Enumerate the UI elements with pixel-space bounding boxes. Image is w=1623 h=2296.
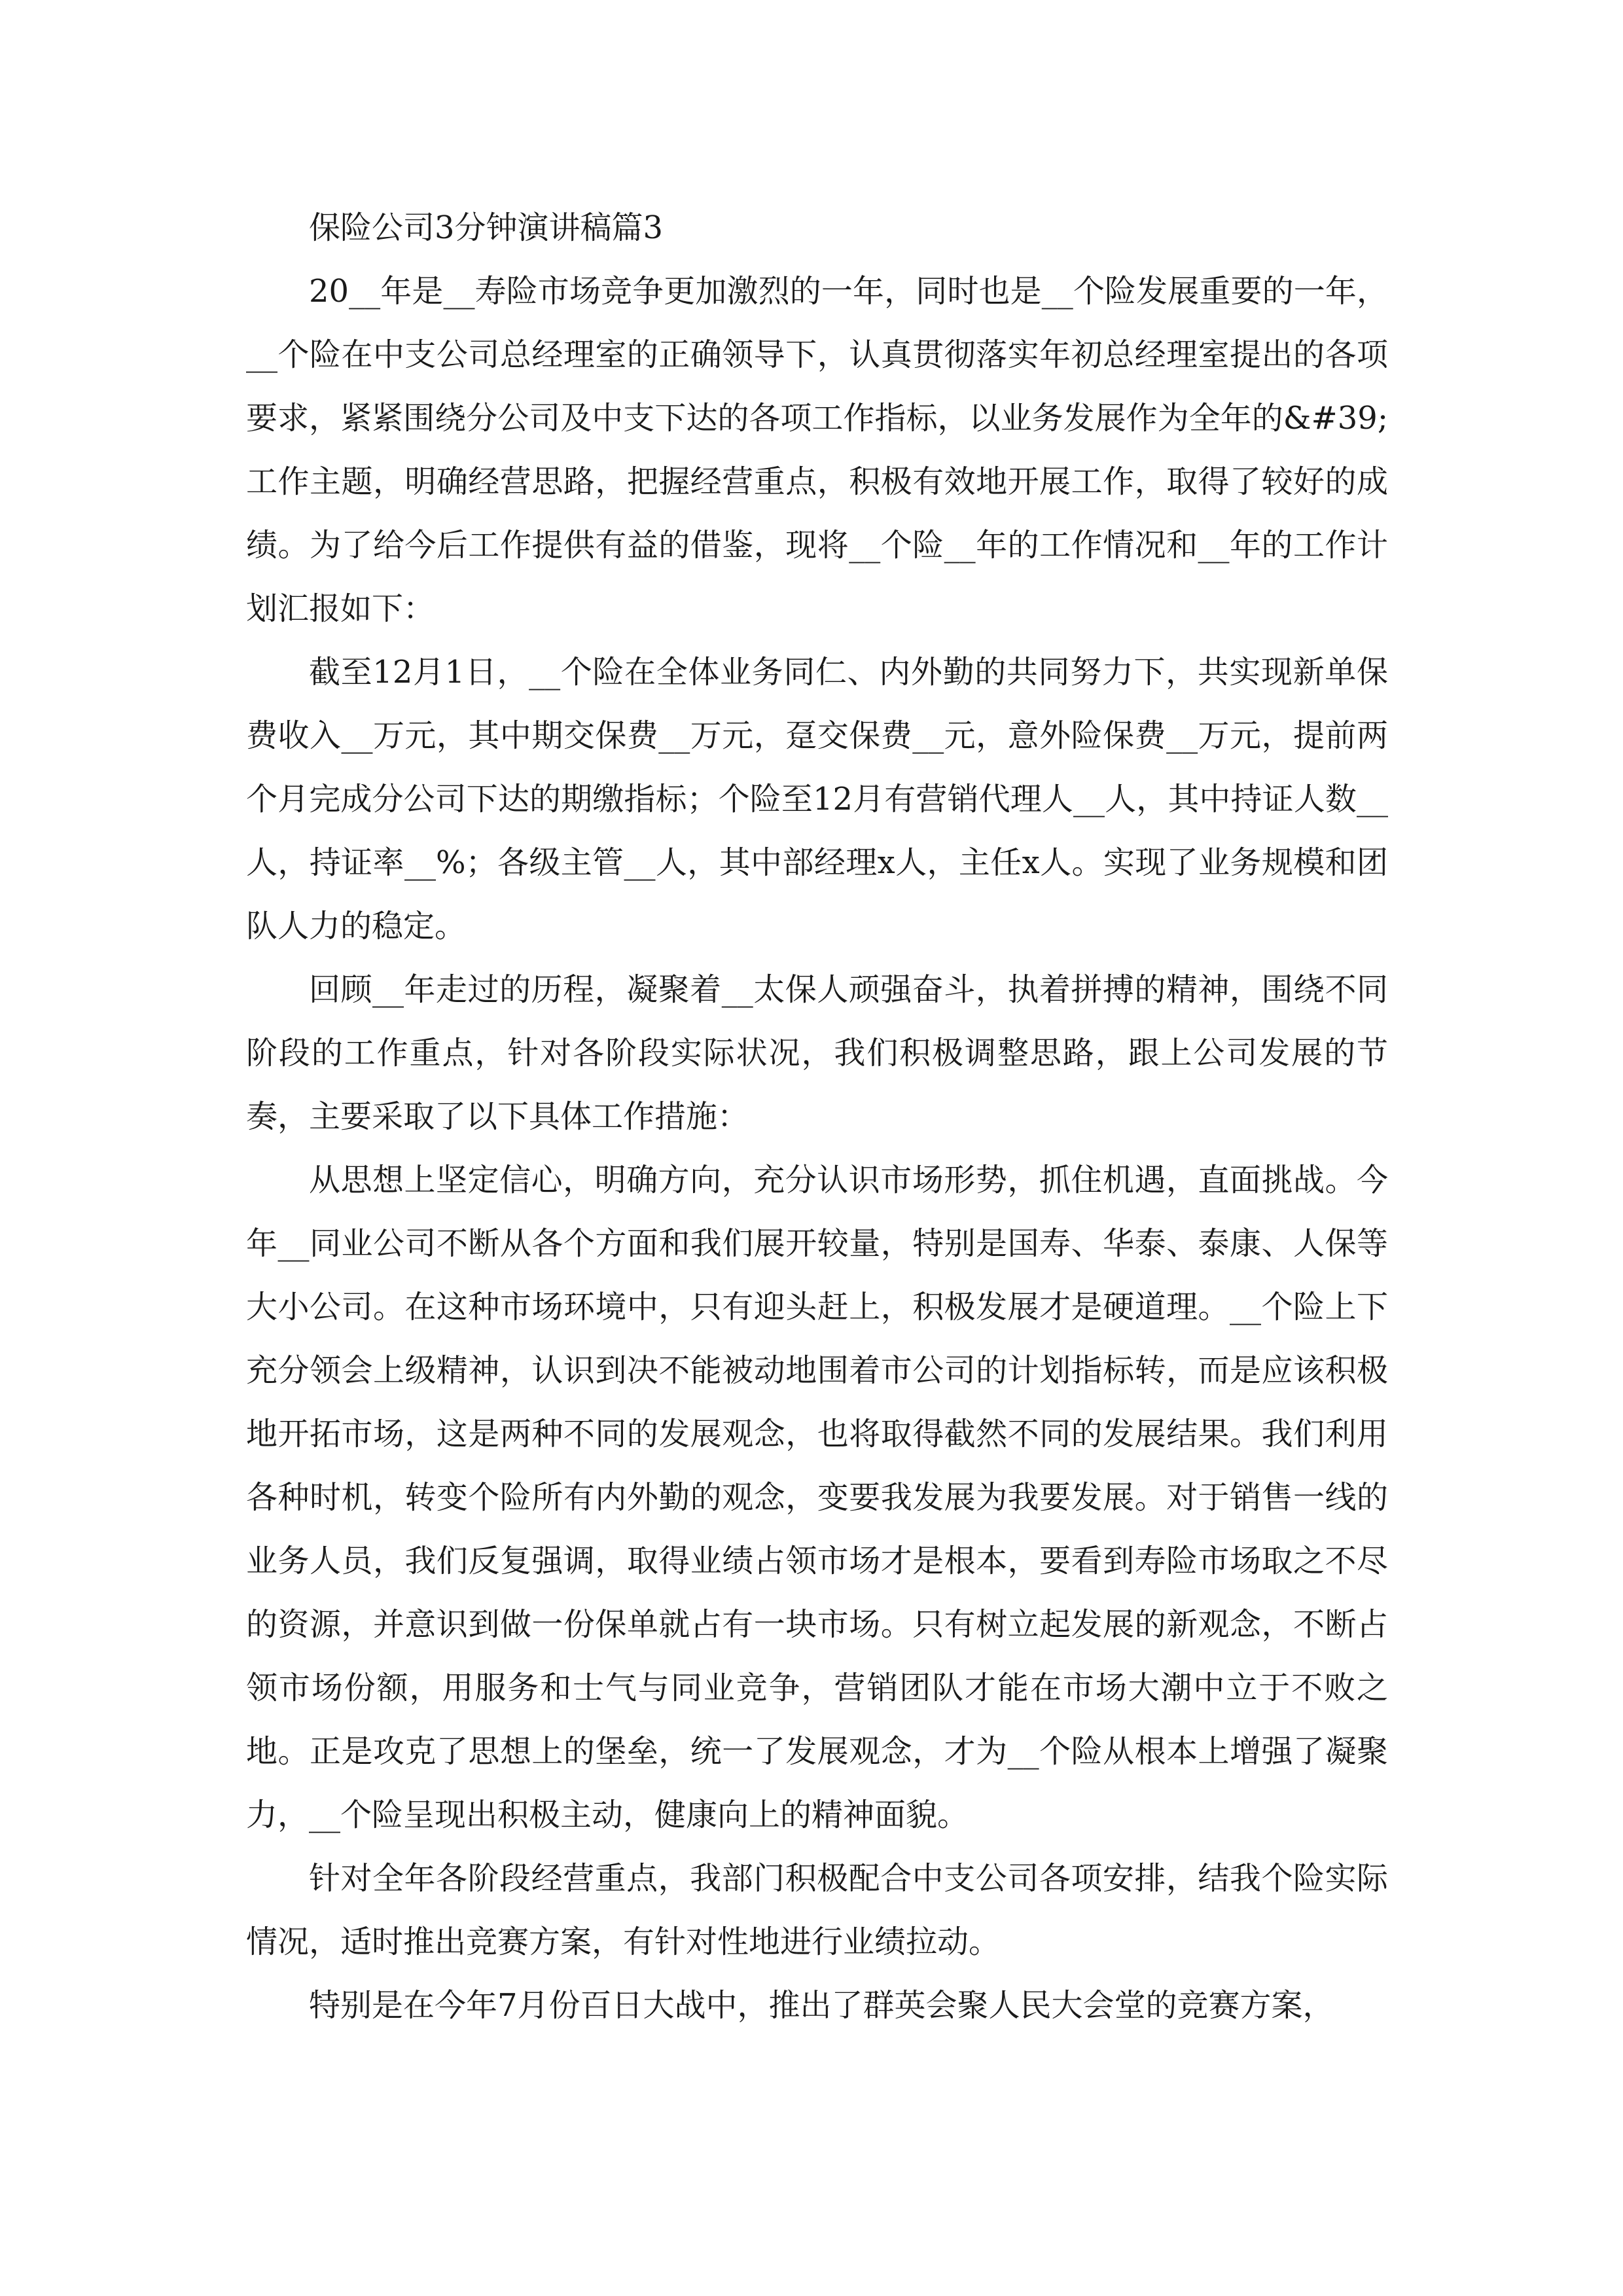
paragraph: 20__年是__寿险市场竞争更加激烈的一年，同时也是__个险发展重要的一年，__个险在中支公司总经理室的正确领导下，认真贯彻落实年初总经理室提出的各项要求，紧紧围绕分公司及中支下达的各项工作指标，以业务发展作为全年的&#39;工作主题，明确经营思路，把握经营重点，积极有效地开展工作，取得了较好的成绩。为了给今后工作提供有益的借鉴，现将__个险__年的工作情况和__年的工作计划汇报如下： (246, 273, 1388, 627)
paragraph: 截至12月1日，__个险在全体业务同仁、内外勤的共同努力下，共实现新单保费收入__万元，其中期交保费__万元，趸交保费__元，意外险保费__万元，提前两个月完成分公司下达的期缴指标；个险至12月有营销代理人__人，其中持证人数__人，持证率__%；各级主管__人，其中部经理x人，主任x人。实现了业务规模和团队人力的稳定。 (246, 654, 1388, 944)
paragraph: 特别是在今年7月份百日大战中，推出了群英会聚人民大会堂的竞赛方案， (309, 1987, 1334, 2024)
document-title: 保险公司3分钟演讲稿篇3 (309, 209, 664, 246)
paragraph: 针对全年各阶段经营重点，我部门积极配合中支公司各项安排，结我个险实际情况，适时推出竞赛方案，有针对性地进行业绩拉动。 (246, 1860, 1388, 1960)
document-body (246, 196, 1388, 2037)
paragraph: 回顾__年走过的历程，凝聚着__太保人顽强奋斗，执着拼搏的精神，围绕不同阶段的工作重点，针对各阶段实际状况，我们积极调整思路，跟上公司发展的节奏，主要采取了以下具体工作措施： (246, 971, 1388, 1135)
paragraph: 从思想上坚定信心，明确方向，充分认识市场形势，抓住机遇，直面挑战。今年__同业公司不断从各个方面和我们展开较量，特别是国寿、华泰、泰康、人保等大小公司。在这种市场环境中，只有迎头赶上，积极发展才是硬道理。__个险上下充分领会上级精神，认识到决不能被动地围着市公司的计划指标转，而是应该积极地开拓市场，这是两种不同的发展观念，也将取得截然不同的发展结果。我们利用各种时机，转变个险所有内外勤的观念，变要我发展为我要发展。对于销售一线的业务人员，我们反复强调，取得业绩占领市场才是根本，要看到寿险市场取之不尽的资源，并意识到做一份保单就占有一块市场。只有树立起发展的新观念，不断占领市场份额，用服务和士气与同业竞争，营销团队才能在市场大潮中立于不败之地。正是攻克了思想上的堡垒，统一了发展观念，才为__个险从根本上增强了凝聚力，__个险呈现出积极主动，健康向上的精神面貌。 (246, 1162, 1388, 1833)
